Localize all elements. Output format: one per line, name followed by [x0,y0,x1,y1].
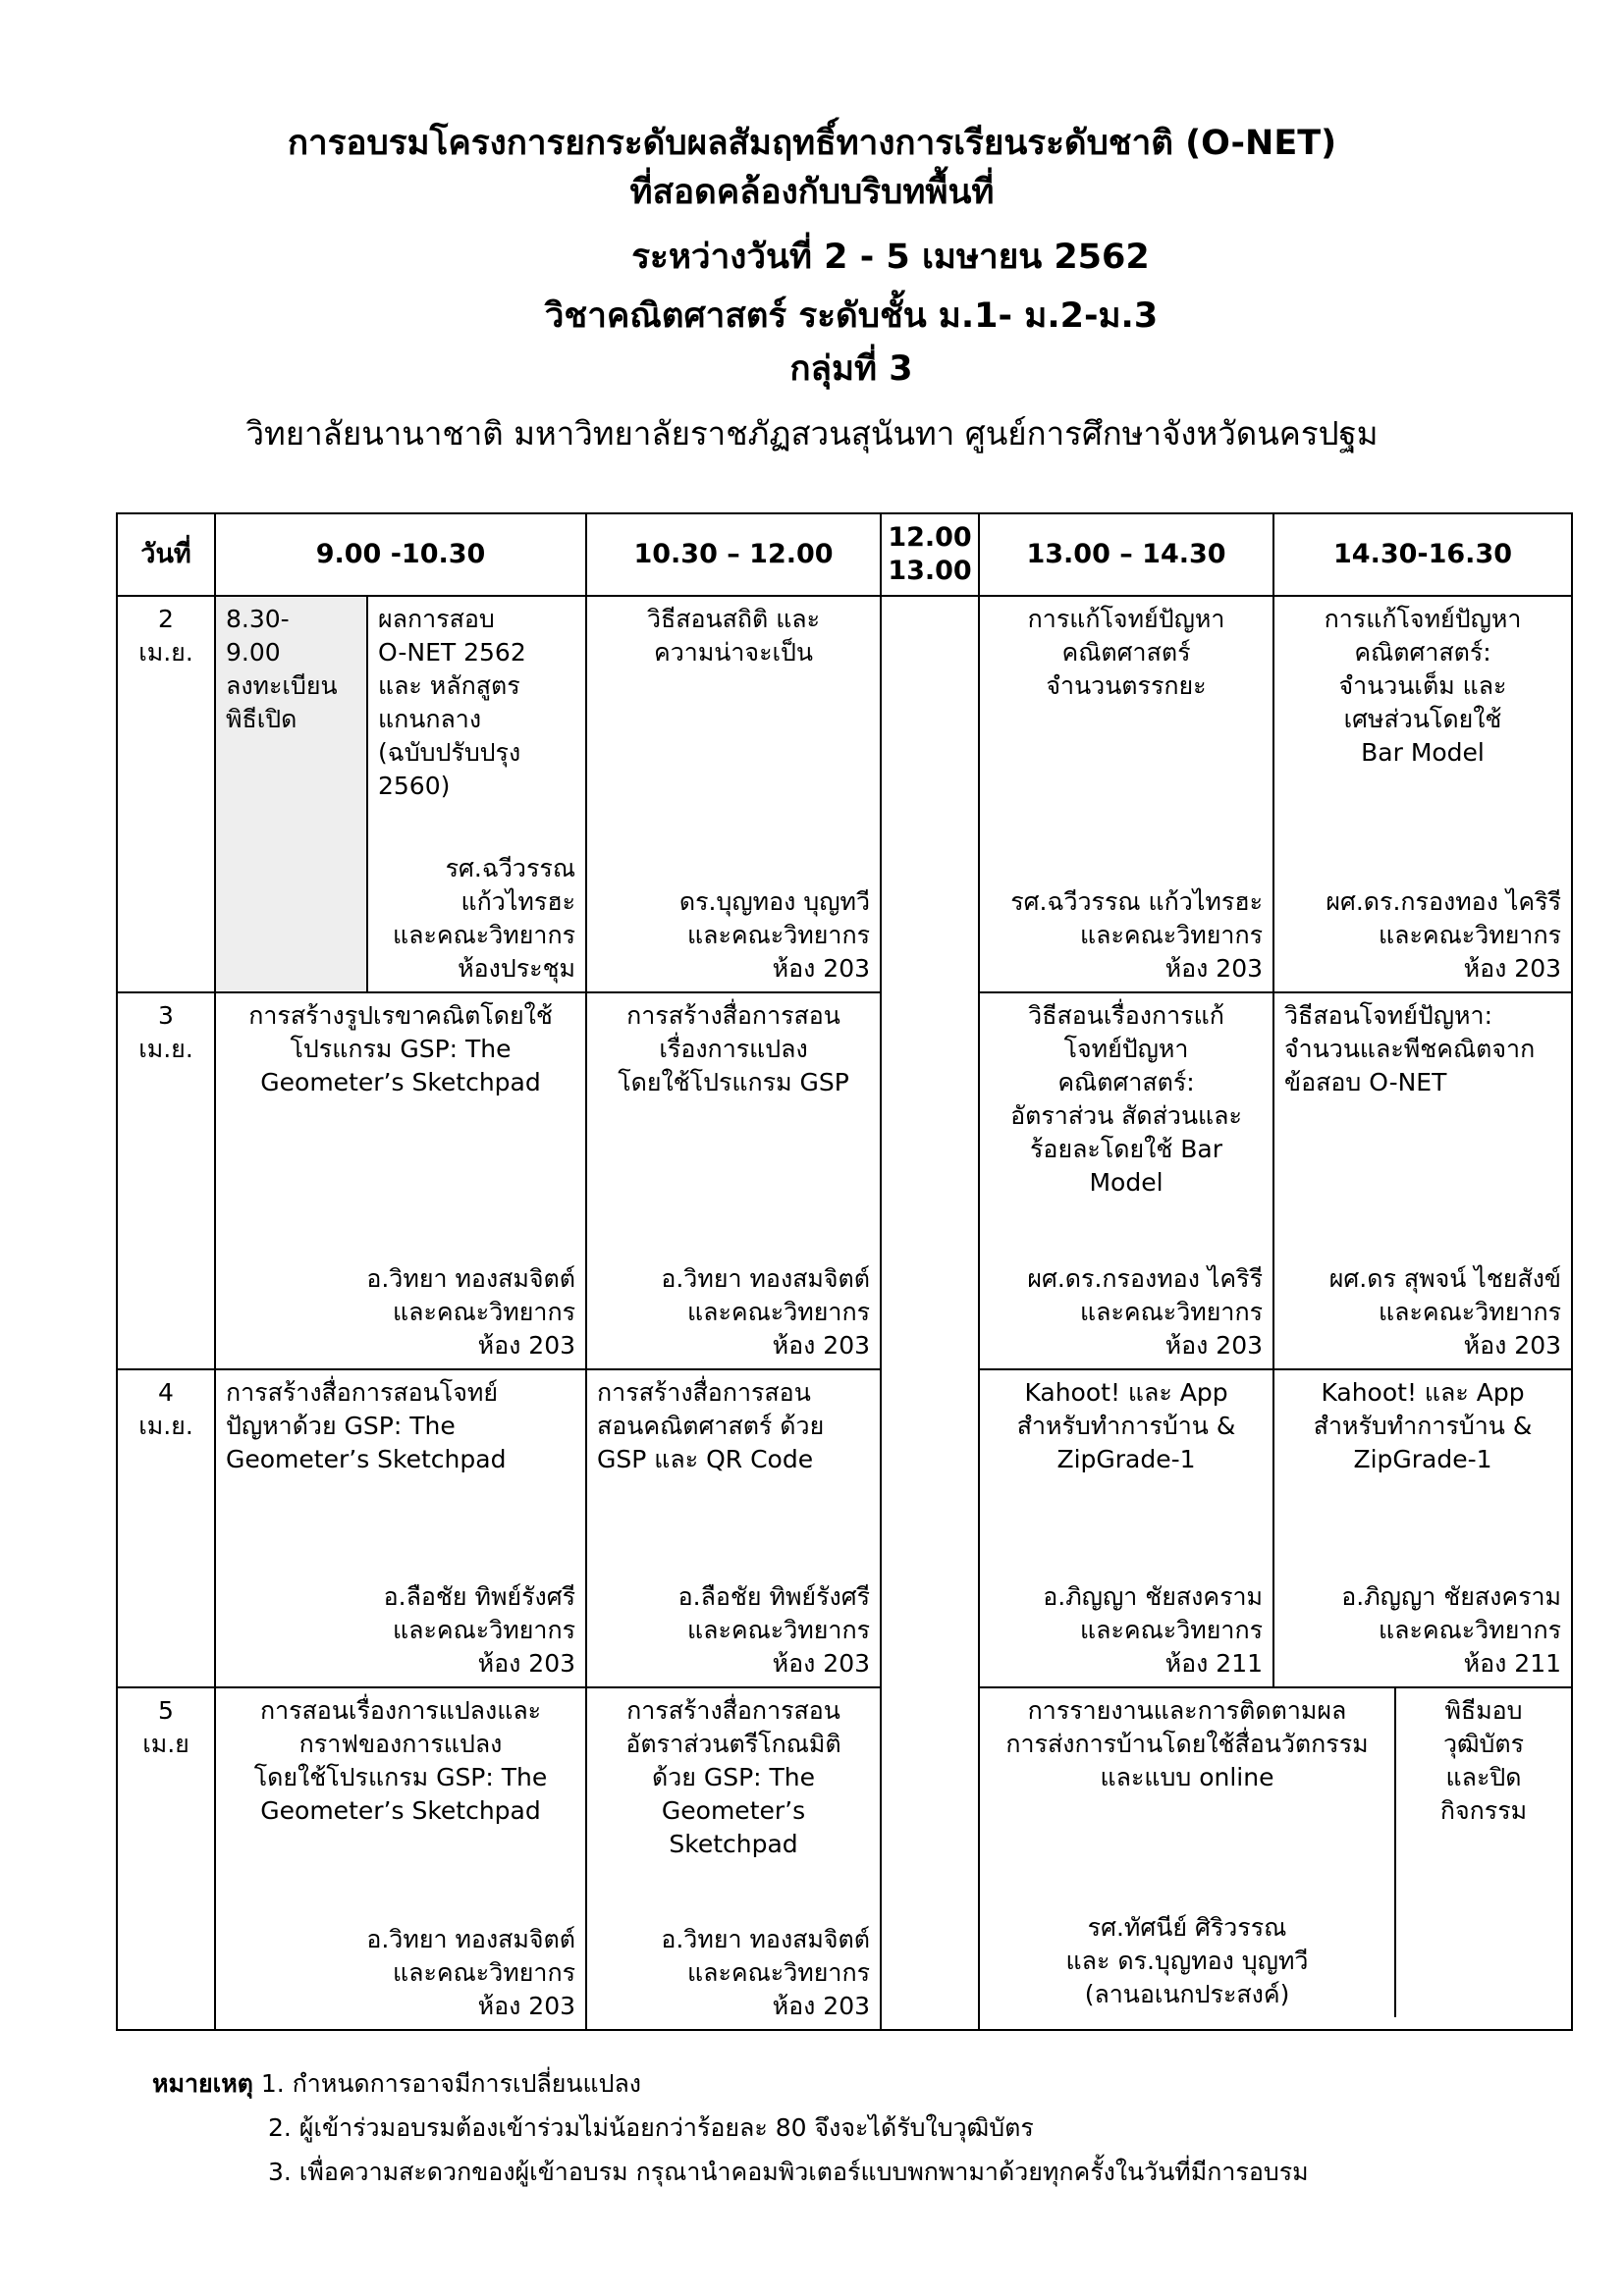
session-topic: การสอนเรื่องการแปลงและ กราฟของการแปลง โดยใช้โปรแกรม GSP: The Geometer’s Sketchpad [253,1696,548,1825]
schedule-table [116,512,1573,2031]
session-topic: การสร้างสื่อการสอนโจทย์ ปัญหาด้วย GSP: The Geometer’s Sketchpad [226,1378,507,1473]
session-topic: วิธีสอนสถิติ และ ความน่าจะเป็น [646,605,821,667]
note-text: 2. ผู้เข้าร่วมอบรมต้องเข้าร่วมไม่น้อยกว่าร้อยละ 80 จึงจะได้รับใบวุฒิบัตร [268,2113,1034,2142]
session-topic: การสร้างรูปเรขาคณิตโดยใช้ โปรแกรม GSP: The Geometer’s Sketchpad [248,1001,553,1096]
session-speaker: อ.ลือชัย ทิพย์รังศรี และคณะวิทยากร ห้อง 203 [383,1582,576,1678]
session-speaker: ผศ.ดร.กรองทอง ไคริรี และคณะวิทยากร ห้อง 203 [1326,887,1562,983]
session-speaker: อ.วิทยา ทองสมจิตต์ และคณะวิทยากร ห้อง 203 [366,1264,576,1360]
registration-text: 8.30- 9.00 ลงทะเบียน พิธีเปิด [226,605,338,733]
header-slot3: 13.00 – 14.30 [979,513,1273,596]
header-day: วันที่ [117,513,215,596]
session-speaker: รศ.ฉวีวรรณ แก้วไทรฮะ และคณะวิทยากร ห้อง 203 [1010,887,1264,983]
header-slot4: 14.30-16.30 [1273,513,1572,596]
session-topic: การแก้โจทย์ปัญหา คณิตศาสตร์: จำนวนเต็ม และ เศษส่วนโดยใช้ Bar Model [1324,605,1522,767]
page-title-date: ระหว่างวันที่ 2 - 5 เมษายน 2562 [631,238,1150,277]
page-title-line1: การอบรมโครงการยกระดับผลสัมฤทธิ์ทางการเรียนระดับชาติ (O-NET) [287,124,1337,163]
page-subtitle-venue: วิทยาลัยนานาชาติ มหาวิทยาลัยราชภัฏสวนสุนันทา ศูนย์การศึกษาจังหวัดนครปฐม [245,414,1379,453]
session-speaker: รศ.ฉวีวรรณ แก้วไทรฮะ และคณะวิทยากร ห้องประชุม [393,854,576,983]
session-cell [215,992,586,1369]
session-speaker: อ.ภิญญา ชัยสงคราม และคณะวิทยากร ห้อง 211 [1043,1582,1264,1678]
session-speaker: อ.วิทยา ทองสมจิตต์ และคณะวิทยากร ห้อง 203 [366,1925,576,2020]
session-cell [215,1369,586,1687]
page-title-line2: ที่สอดคล้องกับบริบทพื้นที่ [629,173,995,212]
session-topic: การรายงานและการติดตามผล การส่งการบ้านโดยใช้สื่อนวัตกรรม และแบบ online [1005,1696,1369,1791]
table-row [117,1369,1572,1687]
notes [152,2061,1309,2194]
day-cell: 5 เม.ย [117,1687,215,2030]
session-topic: วิธีสอนโจทย์ปัญหา: จำนวนและพีชคณิตจาก ข้อสอบ O-NET [1284,1001,1536,1096]
session-speaker: อ.ลือชัย ทิพย์รังศรี และคณะวิทยากร ห้อง 203 [677,1582,871,1678]
session-topic: Kahoot! และ App สำหรับทำการบ้าน & ZipGrade-1 [1313,1378,1533,1473]
lunch-cell [881,596,979,2030]
session-cell [586,992,881,1369]
session-cell [979,596,1273,992]
day-cell: 4 เม.ย. [117,1369,215,1687]
session-topic: Kahoot! และ App สำหรับทำการบ้าน & ZipGrade-1 [1016,1378,1236,1473]
table-row [117,1687,1572,2030]
table-row [117,992,1572,1369]
afternoon-block [979,1687,1572,2030]
session-cell [1273,596,1572,992]
session-speaker: ดร.บุญทอง บุญทวี และคณะวิทยากร ห้อง 203 [678,887,871,983]
session-topic: วิธีสอนเรื่องการแก้ โจทย์ปัญหา คณิตศาสตร์: อัตราส่วน สัดส่วนและ ร้อยละโดยใช้ Bar Model [1010,1001,1242,1197]
session-topic: การสร้างสื่อการสอน อัตราส่วนตรีโกณมิติ ด้วย GSP: The Geometer’s Sketchpad [625,1696,841,1858]
note-text: 1. กำหนดการอาจมีการเปลี่ยนแปลง [260,2069,642,2098]
session-cell [586,1369,881,1687]
session-speaker: อ.วิทยา ทองสมจิตต์ และคณะวิทยากร ห้อง 203 [661,1264,871,1360]
header-row [117,513,1572,596]
session-speaker: อ.ภิญญา ชัยสงคราม และคณะวิทยากร ห้อง 211 [1341,1582,1562,1678]
header-slot1: 9.00 -10.30 [215,513,586,596]
session-cell [979,992,1273,1369]
session-speaker: รศ.ทัศนีย์ ศิริวรรณ และ ดร.บุญทอง บุญทวี (ลานอเนกประสงค์) [1065,1913,1309,2008]
session-cell [1273,992,1572,1369]
session-speaker: ผศ.ดร.กรองทอง ไคริรี และคณะวิทยากร ห้อง 203 [1027,1264,1264,1360]
note-item [152,2106,1309,2150]
session-cell [586,596,881,992]
note-item [152,2061,1309,2106]
page-title-subject: วิชาคณิตศาสตร์ ระดับชั้น ม.1- ม.2-ม.3 [544,296,1159,336]
closing-ceremony: พิธีมอบ วุฒิบัตร และปิด กิจกรรม [1439,1696,1528,1825]
note-item [152,2150,1309,2194]
day-cell: 2 เม.ย. [117,596,215,992]
session-cell [215,1687,586,2030]
header-lunch: 12.00 13.00 [881,513,979,596]
session-cell [367,596,586,992]
session-topic: ผลการสอบ O-NET 2562 และ หลักสูตร แกนกลาง (ฉบับปรับปรุง 2560) [378,605,526,800]
table-row [117,596,1572,992]
notes-label: หมายเหตุ [152,2069,253,2098]
note-text: 3. เพื่อความสะดวกของผู้เข้าอบรม กรุณานำคอมพิวเตอร์แบบพกพามาด้วยทุกครั้งในวันที่มีการอบรม [268,2158,1309,2186]
registration-cell [215,596,367,992]
session-speaker: อ.วิทยา ทองสมจิตต์ และคณะวิทยากร ห้อง 203 [661,1925,871,2020]
session-cell [1273,1369,1572,1687]
session-cell [979,1369,1273,1687]
session-topic: การแก้โจทย์ปัญหา คณิตศาสตร์ จำนวนตรรกยะ [1027,605,1225,700]
session-topic: การสร้างสื่อการสอน สอนคณิตศาสตร์ ด้วย GSP และ QR Code [597,1378,825,1473]
day-cell: 3 เม.ย. [117,992,215,1369]
header-slot2: 10.30 – 12.00 [586,513,881,596]
session-cell [586,1687,881,2030]
page-title-group: กลุ่มที่ 3 [789,349,913,389]
session-topic: การสร้างสื่อการสอน เรื่องการแปลง โดยใช้โปรแกรม GSP [618,1001,849,1096]
session-speaker: ผศ.ดร สุพจน์ ไชยสังข์ และคณะวิทยากร ห้อง 203 [1328,1264,1562,1360]
